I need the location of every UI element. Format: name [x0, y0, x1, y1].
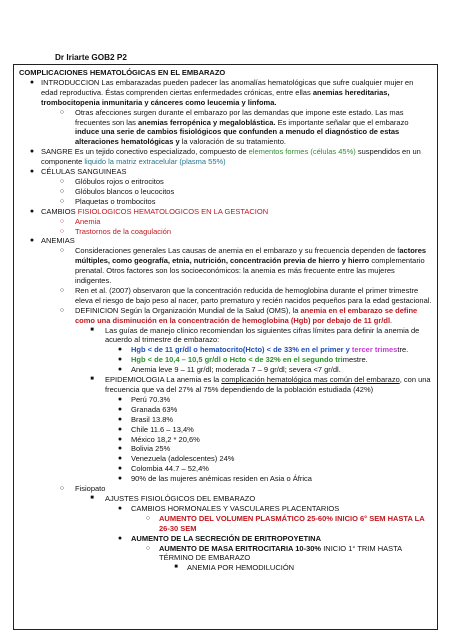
bullet-marker: ●	[117, 504, 123, 512]
list-item-celulas	[19, 167, 432, 177]
sangre-elementos: elementos formes (células 45%)	[248, 147, 356, 157]
list-item-celula	[19, 197, 432, 207]
list-item-guias	[19, 326, 432, 346]
list-item-aumento-volumen	[19, 514, 432, 534]
circle-marker: ○	[59, 108, 65, 116]
oms-text: DEFINICION Según la Organización Mundial de la Salud (OMS), la	[75, 305, 301, 315]
list-item-country	[19, 444, 432, 454]
aumento-volumen-text: AUMENTO DEL VOLUMEN PLASMÁTICO 25-60% INICIO 6° SEM HASTA LA 26-30 SEM	[159, 513, 425, 533]
anemias-label: ANEMIAS	[41, 236, 75, 246]
country-text: México 18,2 * 20,6%	[131, 434, 200, 444]
list-item-country	[19, 474, 432, 484]
list-item-introduccion	[19, 78, 432, 108]
list-item-ren	[19, 286, 432, 306]
country-text: Bolivia 25%	[131, 444, 171, 454]
country-text: Perú 70.3%	[131, 394, 171, 404]
epi-text: EPIDEMIOLOGIA La anemia es la	[105, 375, 222, 385]
list-item-ajustes	[19, 494, 432, 504]
list-item-country	[19, 435, 432, 445]
country-text: Chile 11.6 – 13,4%	[131, 424, 194, 434]
circle-marker: ○	[145, 544, 151, 552]
otras-bold-anemias: anemias ferropénica y megaloblástica.	[137, 117, 276, 127]
t1-end: tre.	[397, 345, 409, 355]
fisiopato-label: Fisiopato	[75, 484, 106, 494]
section-title: COMPLICACIONES HEMATOLÓGICAS EN EL EMBARAZO	[19, 68, 226, 77]
document-header: Dr Iriarte GOB2 P2	[55, 53, 127, 62]
list-item-country	[19, 395, 432, 405]
cambio-text: Trastornos de la coagulación	[75, 226, 172, 236]
oms-definition: anemia en el embarazo se define como una disminución en la concentración de hemoglobina (Hgb) por debajo de 11 gr/dl	[75, 305, 418, 325]
bullet-marker: ●	[29, 207, 35, 215]
bullet-marker: ●	[117, 366, 123, 374]
list-item-secrecion	[19, 534, 432, 544]
circle-marker: ○	[59, 227, 65, 235]
masa-text: INICIO 1° TRIM HASTA TÉRMINO DE EMBARAZO	[159, 543, 402, 563]
list-item-anemias	[19, 236, 432, 246]
square-marker: ■	[90, 376, 94, 383]
list-item-country	[19, 405, 432, 415]
bullet-marker: ●	[29, 148, 35, 156]
hormonales-text: CAMBIOS HORMONALES Y VASCULARES PLACENTARIOS	[131, 503, 340, 513]
celula-text: Glóbulos rojos o eritrocitos	[75, 176, 164, 186]
t1-text: Hgb < de 11 gr/dl o hematocrito(Hcto) < de 33% en el primer y	[131, 345, 352, 355]
country-text: Granada 63%	[131, 404, 178, 414]
hemodilucion-text: ANEMIA POR HEMODILUCIÓN	[187, 563, 295, 573]
t1-tercer: tercer trimes	[351, 345, 398, 355]
bullet-marker: ●	[29, 168, 35, 176]
bullet-marker: ●	[117, 435, 123, 443]
list-item-hormonales	[19, 504, 432, 514]
ajustes-text: AJUSTES FISIOLÓGICOS DEL EMBARAZO	[105, 493, 256, 503]
list-item-consideraciones	[19, 246, 432, 286]
list-item-otras	[19, 108, 432, 148]
intro-bold: anemias hereditarias, trombocitopenia inmunitaria y cánceres como leucemia y linfoma.	[41, 87, 390, 107]
celulas-label: CÉLULAS SANGUINEAS	[41, 167, 127, 177]
list-item-trimestre-2	[19, 355, 432, 365]
list-item-country	[19, 425, 432, 435]
list-item-definicion	[19, 306, 432, 326]
bullet-marker: ●	[117, 465, 123, 473]
cambios-red: FISIOLOGICOS HEMATOLOGICOS EN LA GESTACION	[77, 206, 269, 216]
list-item-epidemiologia	[19, 375, 432, 395]
list-item-celula	[19, 187, 432, 197]
list-item-fisiopato	[19, 484, 432, 494]
cambio-text: Anemia	[75, 216, 101, 226]
t2-text: Hgb < de 10,4 – 10,5 gr/dl o Hcto < de 32% en el segundo tri	[131, 355, 343, 365]
bullet-marker: ●	[117, 534, 123, 542]
sangre-text: SANGRE Es un tejido conectivo especializado, compuesto de	[41, 147, 249, 157]
country-text: Venezuela (adolescentes) 24%	[131, 454, 235, 464]
bullet-marker: ●	[29, 237, 35, 245]
ren-text: Ren et al. (2007) observaron que la concentración reducida de hemoglobina durante el primer trimestre eleva el riesgo de bajo peso al nacer, parto prematuro y recién nacidos pequeños para la edad gestacional.	[75, 285, 432, 305]
circle-marker: ○	[59, 306, 65, 314]
epi-underlined: complicación hematológica mas común del embarazo	[221, 375, 400, 385]
country-text: Brasil 13.8%	[131, 414, 174, 424]
otras-text-3: la valoración de su tratamiento.	[179, 137, 286, 147]
bullet-marker: ●	[117, 395, 123, 403]
circle-marker: ○	[59, 197, 65, 205]
bullet-marker: ●	[117, 425, 123, 433]
bullet-marker: ●	[117, 356, 123, 364]
oms-end: .	[390, 315, 393, 325]
consid-text-2: complementario prenatal. Otros factores son los socioeconómicos: la anemia es más frecuente entre las mujeres indigentes.	[75, 256, 425, 286]
sangre-plasma: liquido la matriz extracelular (plasma 55%)	[84, 157, 226, 167]
list-item-cambios	[19, 207, 432, 217]
list-item-masa	[19, 544, 432, 564]
severidad-text: Anemia leve 9 – 11 gr/dl; moderada 7 – 9 gr/dl; severa <7 gr/dl.	[131, 365, 341, 375]
bullet-marker: ●	[29, 78, 35, 86]
list-item-country	[19, 454, 432, 464]
list-item-trimestre-1	[19, 345, 432, 355]
circle-marker: ○	[59, 286, 65, 294]
list-item-hemodilucion	[19, 563, 432, 573]
cambios-text: CAMBIOS	[41, 206, 78, 216]
circle-marker: ○	[59, 247, 65, 255]
list-item-country	[19, 415, 432, 425]
otras-text-2: Es importante señalar que el embarazo	[275, 117, 409, 127]
circle-marker: ○	[59, 177, 65, 185]
guias-text: Las guías de manejo clínico recomiendan los siguientes cifras límites para definir la anemia de acuerdo al trimestre de embarazo:	[105, 325, 420, 345]
list-item-severidad	[19, 365, 432, 375]
celula-text: Plaquetas o trombocitos	[75, 196, 156, 206]
country-text: Colombia 44.7 – 52,4%	[131, 464, 209, 474]
otras-text: Otras afecciones surgen durante el embarazo por las demandas que impone este estado. Las mas frecuentes son las	[75, 107, 404, 127]
bullet-marker: ●	[117, 475, 123, 483]
otras-bold-cambios: induce una serie de cambios fisiológicos que confunden a menudo el diagnóstico de estas alteraciones hematológicas y	[75, 127, 400, 147]
celula-text: Glóbulos blancos o leucocitos	[75, 186, 175, 196]
intro-text: INTRODUCCION Las embarazadas pueden padecer las anomalías hematológicas que sufre cualquier mujer en edad reproductiva. Éstas comprenden ciertas enfermedades crónicas, entre ellas	[41, 77, 414, 97]
masa-bold: AUMENTO DE MASA ERITROCITARIA 10-30%	[159, 543, 322, 553]
square-marker: ■	[90, 326, 94, 333]
square-marker: ■	[174, 564, 178, 571]
square-marker: ■	[90, 494, 94, 501]
epi-text-2: , con una frecuencia que va del 27% al 75% dependiendo de la población estudiada (42%)	[105, 375, 431, 394]
list-item-cambio	[19, 217, 432, 227]
country-text: 90% de las mujeres anémicas residen en Asia o África	[131, 474, 312, 484]
list-item-celula	[19, 177, 432, 187]
list-item-sangre	[19, 147, 432, 167]
consid-text: Consideraciones generales Las causas de anemia en el embarazo y su frecuencia dependen de f	[75, 246, 400, 256]
bullet-marker: ●	[117, 445, 123, 453]
bullet-marker: ●	[117, 415, 123, 423]
secrecion-text: AUMENTO DE LA SECRECIÓN DE ERITROPOYETINA	[131, 533, 322, 543]
bullet-marker: ●	[117, 455, 123, 463]
list-item-cambio	[19, 227, 432, 237]
bullet-marker: ●	[117, 405, 123, 413]
list-item-country	[19, 464, 432, 474]
t2-end: mestre.	[342, 355, 368, 365]
circle-marker: ○	[59, 485, 65, 493]
circle-marker: ○	[59, 187, 65, 195]
circle-marker: ○	[145, 514, 151, 522]
bullet-marker: ●	[117, 346, 123, 354]
sangre-text-2: suspendidos en un componente	[41, 147, 421, 167]
content-box	[13, 64, 438, 630]
consid-bold: actores múltiples, como geografía, etnia, nutrición, concentración previa de hierro y hierro	[75, 246, 427, 266]
circle-marker: ○	[59, 217, 65, 225]
